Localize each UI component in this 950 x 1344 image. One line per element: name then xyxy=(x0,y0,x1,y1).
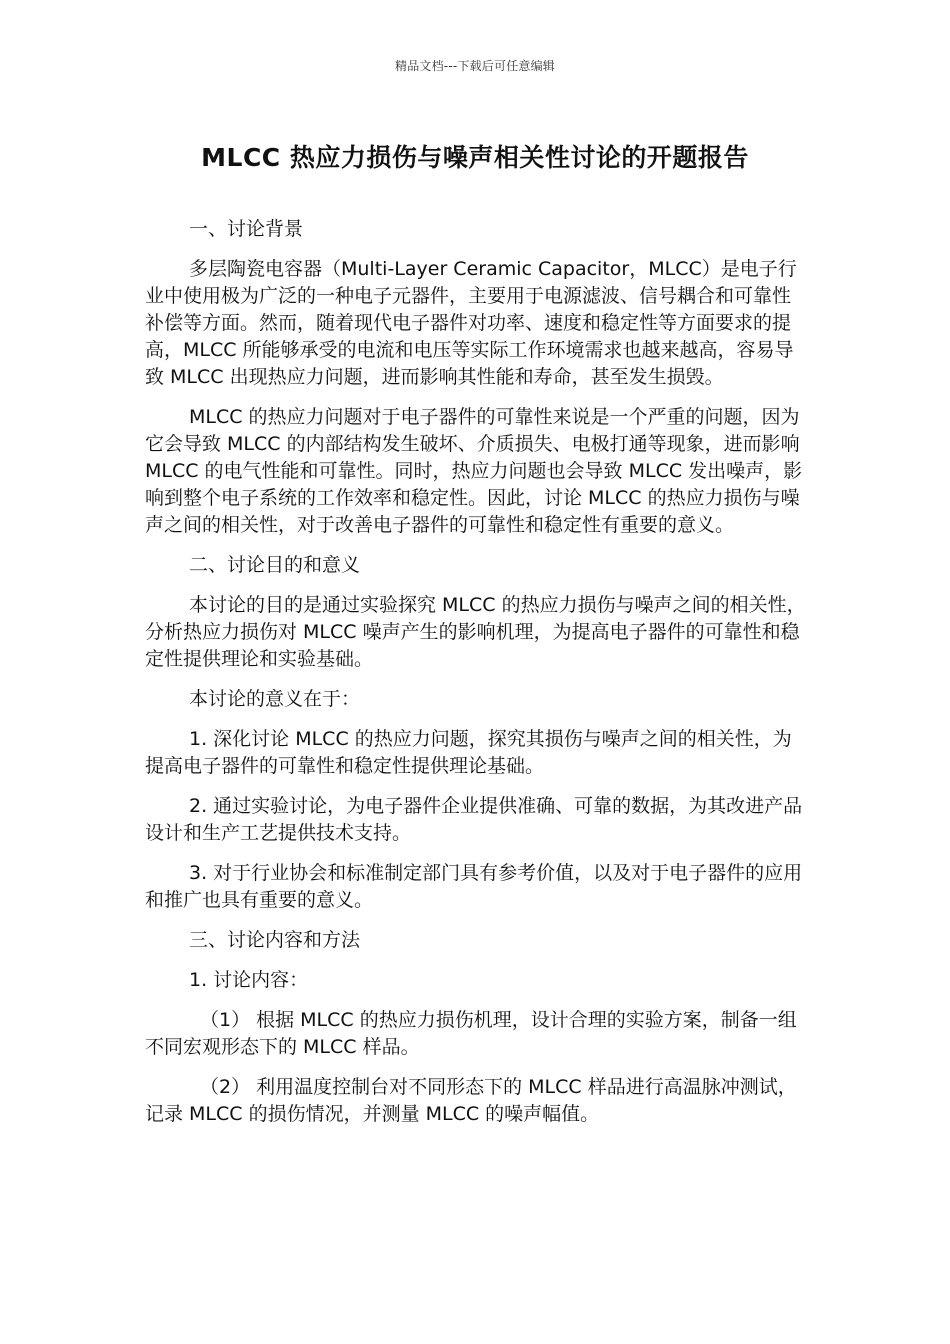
section-heading-background: 一、讨论背景 xyxy=(189,218,304,240)
subheading-content: 1. 讨论内容： xyxy=(189,969,309,991)
paragraph-mlcc-intro: 多层陶瓷电容器（Multi-Layer Ceramic Capacitor，MLCC）是电子行业中使用极为广泛的一种电子元器件，主要用于电源滤波、信号耦合和可靠性补偿等方面。然而，随着现代电子器件对功率、速度和稳定性等方面要求的提高，MLCC 所能够承受的电流和电压等实际工作环境需求也越来越高，容易导致 MLCC 出现热应力问题，进而影响其性能和寿命，甚至发生损毁。 xyxy=(145,258,797,388)
document-title: MLCC 热应力损伤与噪声相关性讨论的开题报告 xyxy=(201,143,749,172)
list-item-significance-2: 2. 通过实验讨论，为电子器件企业提供准确、可靠的数据，为其改进产品设计和生产工艺提供技术支持。 xyxy=(145,795,803,844)
list-item-content-1: （1） 根据 MLCC 的热应力损伤机理，设计合理的实验方案，制备一组不同宏观形态下的 MLCC 样品。 xyxy=(145,1009,797,1058)
section-heading-content-method: 三、讨论内容和方法 xyxy=(189,929,361,951)
header-note: 精品文档---下载后可任意编辑 xyxy=(395,59,555,73)
paragraph-significance-lead: 本讨论的意义在于： xyxy=(189,688,361,710)
list-item-significance-3: 3. 对于行业协会和标准制定部门具有参考价值，以及对于电子器件的应用和推广也具有重要的意义。 xyxy=(145,862,803,911)
section-heading-purpose: 二、讨论目的和意义 xyxy=(189,554,361,576)
document-body xyxy=(145,216,807,1141)
paragraph-purpose: 本讨论的目的是通过实验探究 MLCC 的热应力损伤与噪声之间的相关性，分析热应力损伤对 MLCC 噪声产生的影响机理，为提高电子器件的可靠性和稳定性提供理论和实验基础。 xyxy=(145,594,806,670)
list-item-significance-1: 1. 深化讨论 MLCC 的热应力问题，探究其损伤与噪声之间的相关性，为提高电子器件的可靠性和稳定性提供理论基础。 xyxy=(145,728,792,777)
paragraph-thermal-stress-problem: MLCC 的热应力问题对于电子器件的可靠性来说是一个严重的问题，因为它会导致 MLCC 的内部结构发生破坏、介质损失、电极打通等现象，进而影响 MLCC 的电气性能和可靠性。同时，热应力问题也会导致 MLCC 发出噪声，影响到整个电子系统的工作效率和稳定性。因此，讨论 MLCC 的热应力损伤与噪声之间的相关性，对于改善电子器件的可靠性和稳定性有重要的意义。 xyxy=(145,406,803,536)
list-item-content-2: （2） 利用温度控制台对不同形态下的 MLCC 样品进行高温脉冲测试，记录 MLCC 的损伤情况，并测量 MLCC 的噪声幅值。 xyxy=(145,1076,797,1125)
